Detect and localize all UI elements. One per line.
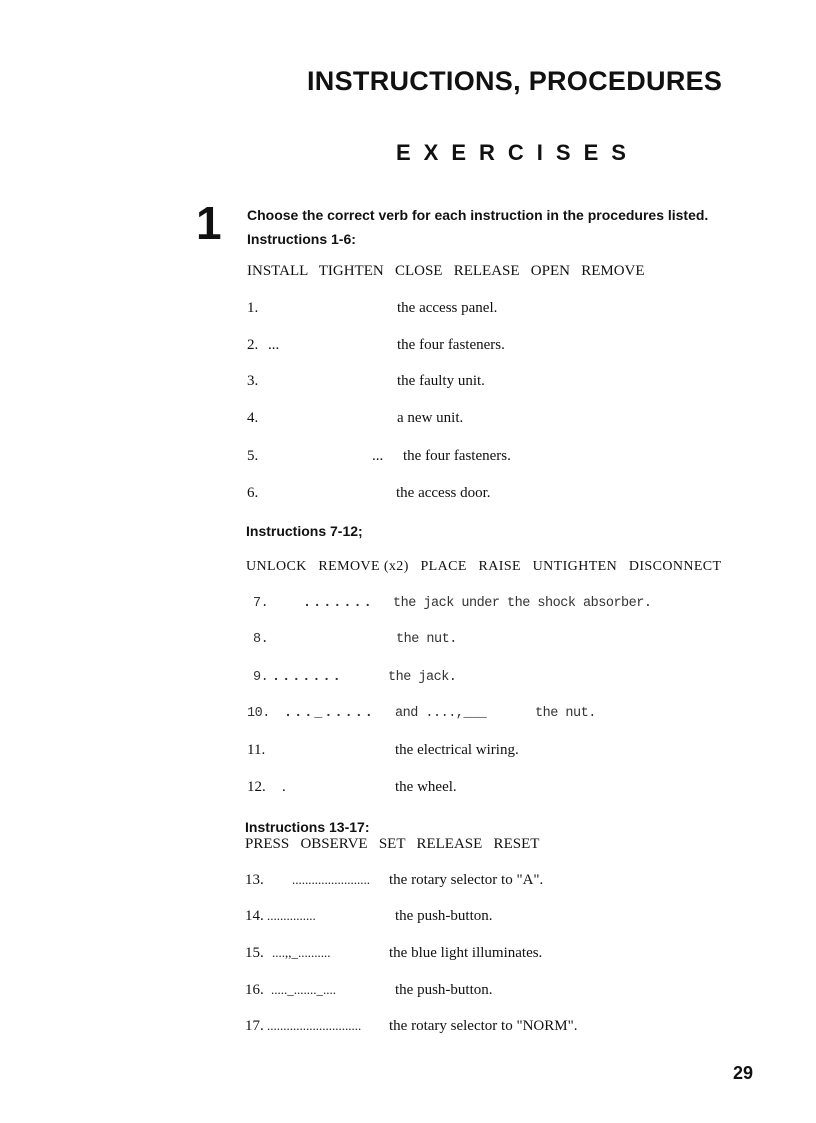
verb-list-1: INSTALL TIGHTEN CLOSE RELEASE OPEN REMOVE bbox=[247, 263, 645, 279]
item-text: the wheel. bbox=[395, 779, 457, 795]
item-number: 13. bbox=[245, 872, 264, 888]
answer-blank: ....... bbox=[272, 670, 343, 685]
item-text: the rotary selector to "NORM". bbox=[389, 1018, 578, 1034]
item-number: 17. bbox=[245, 1018, 264, 1034]
item-number: 2. bbox=[247, 337, 259, 353]
item-number: 5. bbox=[247, 448, 259, 464]
item-number: 9. bbox=[253, 670, 269, 685]
answer-blank: ............................. bbox=[267, 1018, 362, 1033]
item-text: the jack under the shock absorber. bbox=[393, 596, 652, 611]
answer-blank: ....,,_.......... bbox=[272, 945, 331, 960]
item-number: 4. bbox=[247, 410, 259, 426]
item-number: 6. bbox=[247, 485, 259, 501]
item-number: 10. bbox=[247, 706, 270, 721]
item-number: 11. bbox=[247, 742, 266, 758]
section-heading-3: Instructions 13-17: bbox=[245, 819, 370, 835]
item-text: the blue light illuminates. bbox=[389, 945, 543, 961]
section-heading-2: Instructions 7-12; bbox=[246, 523, 363, 539]
exercise-prompt: Choose the correct verb for each instruction in the procedures listed. bbox=[247, 207, 709, 223]
answer-blank: ..._..... bbox=[284, 706, 375, 721]
item-text: the access panel. bbox=[397, 300, 498, 316]
answer-blank: ............... bbox=[267, 908, 316, 923]
item-number: 15. bbox=[245, 945, 264, 961]
answer-blank: ........................ bbox=[292, 872, 370, 887]
answer-blank: ....... bbox=[303, 596, 374, 611]
item-number: 12. bbox=[247, 779, 266, 795]
answer-blank: ... bbox=[372, 448, 384, 464]
item-text: the electrical wiring. bbox=[395, 742, 519, 758]
page-number: 29 bbox=[733, 1063, 754, 1083]
item-text: the access door. bbox=[396, 485, 491, 501]
item-text: the four fasteners. bbox=[403, 448, 511, 464]
answer-blank: ... bbox=[268, 337, 280, 353]
item-number: 7. bbox=[253, 596, 269, 611]
exercise-number: 1 bbox=[196, 197, 222, 249]
answer-blank: . bbox=[282, 779, 286, 795]
verb-list-2: UNLOCK REMOVE (x2) PLACE RAISE UNTIGHTEN DISCONNECT bbox=[246, 559, 722, 574]
item-text: the faulty unit. bbox=[397, 373, 485, 389]
item-text: the push-button. bbox=[395, 908, 493, 924]
item-text: the jack. bbox=[388, 670, 457, 685]
item-text: the push-button. bbox=[395, 982, 493, 998]
item-number: 8. bbox=[253, 632, 269, 647]
item-text: the four fasteners. bbox=[397, 337, 505, 353]
item-text: a new unit. bbox=[397, 410, 464, 426]
item-text-2: the nut. bbox=[535, 706, 596, 721]
section-subtitle: EXERCISES bbox=[396, 140, 639, 165]
section-heading-1: Instructions 1-6: bbox=[247, 231, 356, 247]
item-text: and ....,___ bbox=[395, 706, 487, 721]
item-number: 1. bbox=[247, 300, 259, 316]
item-number: 14. bbox=[245, 908, 264, 924]
verb-list-3: PRESS OBSERVE SET RELEASE RESET bbox=[245, 836, 540, 852]
item-number: 3. bbox=[247, 373, 259, 389]
item-text: the rotary selector to "A". bbox=[389, 872, 544, 888]
page-title: INSTRUCTIONS, PROCEDURES bbox=[307, 66, 723, 96]
answer-blank: ....._......._.... bbox=[271, 982, 336, 997]
item-text: the nut. bbox=[396, 632, 457, 647]
item-number: 16. bbox=[245, 982, 264, 998]
